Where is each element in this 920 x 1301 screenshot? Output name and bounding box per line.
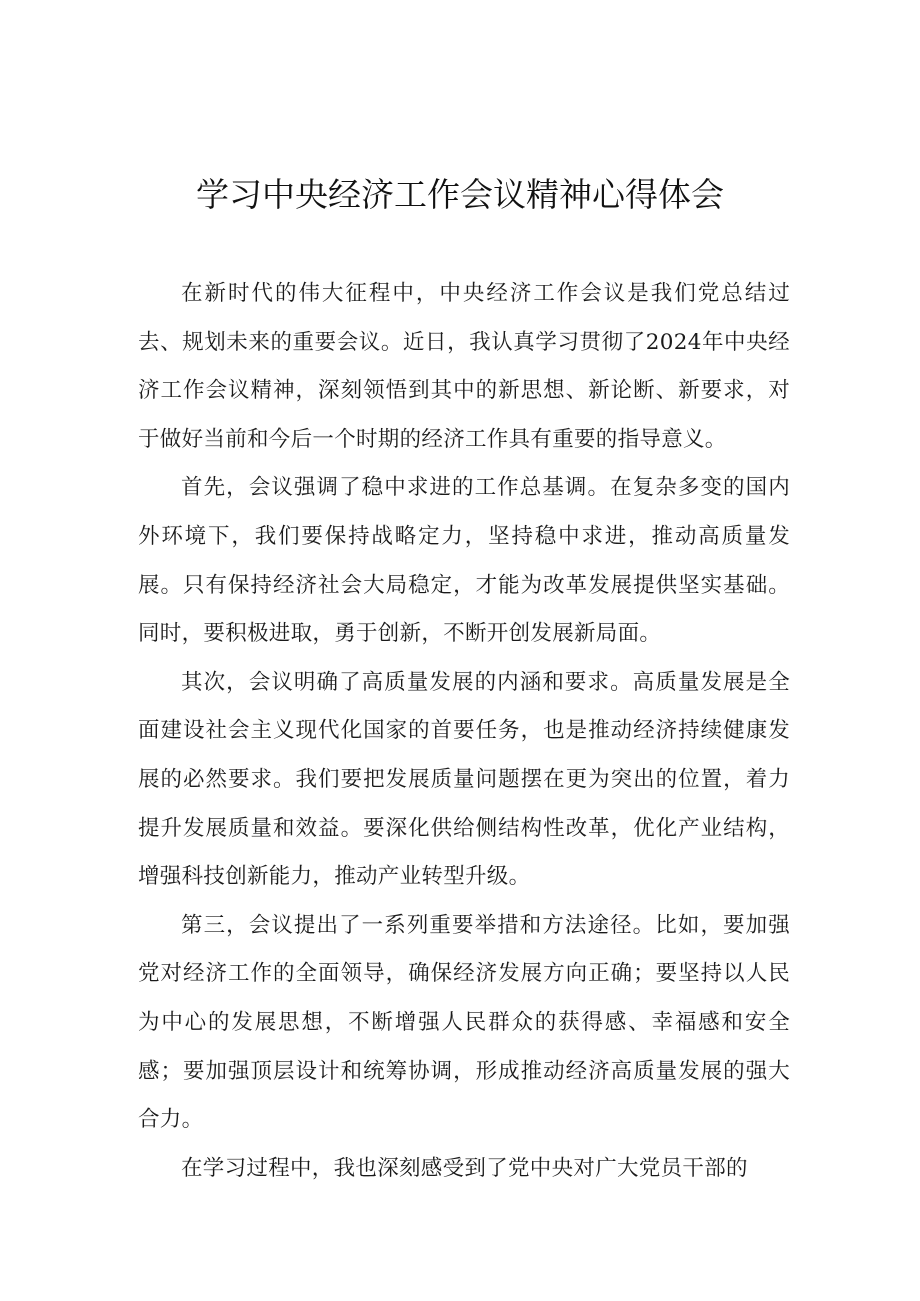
paragraph-reflection: 在学习过程中，我也深刻感受到了党中央对广大党员干部的 xyxy=(181,1155,748,1181)
paragraph-third-point: 第三，会议提出了一系列重要举措和方法途径。比如，要加强党对经济工作的全面领导，确保经济发展方向正确；要坚持以人民为中心的发展思想，不断增强人民群众的获得感、幸福感和安全感；要加强顶层设计和统筹协调，形成推动经济高质量发展的强大合力。 xyxy=(138,912,790,1133)
paragraph-second-point: 其次，会议明确了高质量发展的内涵和要求。高质量发展是全面建设社会主义现代化国家的首要任务，也是推动经济持续健康发展的必然要求。我们要把发展质量问题摆在更为突出的位置，着力提升发展质量和效益。要深化供给侧结构性改革，优化产业结构，增强科技创新能力，推动产业转型升级。 xyxy=(138,669,790,890)
document-body xyxy=(138,270,790,1193)
paragraph-intro: 在新时代的伟大征程中，中央经济工作会议是我们党总结过去、规划未来的重要会议。近日，我认真学习贯彻了2024年中央经济工作会议精神，深刻领悟到其中的新思想、新论断、新要求，对于做好当前和今后一个时期的经济工作具有重要的指导意义。 xyxy=(138,281,790,452)
document-title: 学习中央经济工作会议精神心得体会 xyxy=(196,175,724,214)
paragraph-first-point: 首先，会议强调了稳中求进的工作总基调。在复杂多变的国内外环境下，我们要保持战略定力，坚持稳中求进，推动高质量发展。只有保持经济社会大局稳定，才能为改革发展提供坚实基础。同时，要积极进取，勇于创新，不断开创发展新局面。 xyxy=(138,475,790,647)
